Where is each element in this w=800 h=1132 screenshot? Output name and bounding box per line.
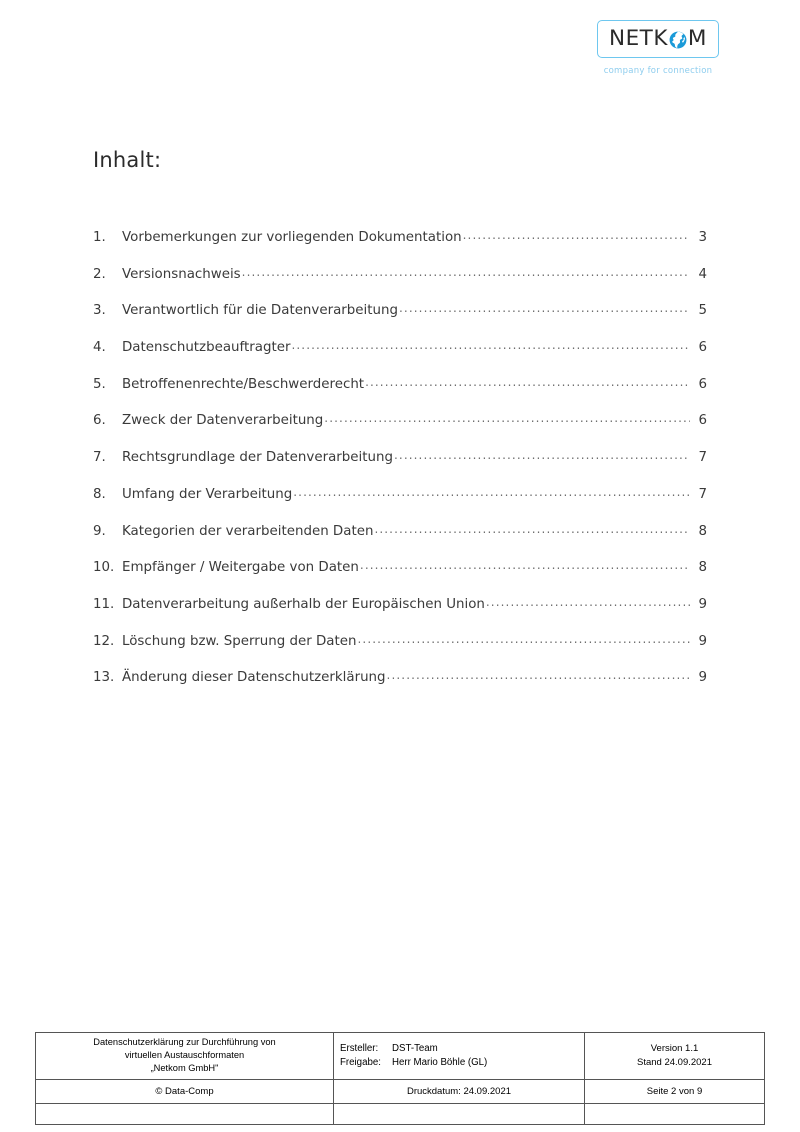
toc-entry-page: 6 (698, 340, 707, 356)
toc-entry-title: Empfänger / Weitergabe von Daten (122, 560, 359, 576)
toc-entry[interactable] (93, 413, 707, 450)
toc-entry[interactable] (93, 303, 707, 340)
footer-ersteller-label: Ersteller: (340, 1042, 379, 1054)
toc-entry-number: 2. (93, 266, 106, 282)
toc-leader-dots (387, 668, 690, 682)
toc-entry-number: 6. (93, 413, 106, 429)
footer-freigabe-row (340, 1056, 578, 1070)
toc-leader-dots (360, 558, 690, 572)
footer-page-number: Seite 2 von 9 (585, 1079, 765, 1103)
toc-entry-title: Zweck der Datenverarbeitung (122, 413, 324, 429)
globe-icon (669, 31, 687, 49)
toc-entry[interactable] (93, 524, 707, 561)
footer-spacer-cell-3 (585, 1103, 765, 1124)
toc-leader-dots (394, 448, 690, 462)
toc-entry-page: 3 (698, 230, 707, 245)
footer-title-line1: Datenschutzerklärung zur Durchführung von (93, 1037, 276, 1047)
toc-leader-dots (365, 375, 690, 389)
toc-entry-title: Änderung dieser Datenschutzerklärung (122, 670, 386, 686)
logo-tagline: company for connection (603, 66, 713, 76)
footer-table (35, 1032, 765, 1125)
toc-entry-number: 10. (93, 560, 115, 576)
footer-version-number: Version 1.1 (650, 1043, 699, 1055)
toc-entry[interactable] (93, 487, 707, 524)
toc-leader-dots (374, 522, 690, 536)
toc-entry[interactable] (93, 597, 707, 634)
toc-entry[interactable] (93, 560, 707, 597)
footer-ersteller-row (340, 1042, 578, 1056)
toc-entry-number: 4. (93, 340, 106, 356)
toc-entry-number: 7. (93, 450, 106, 466)
toc-entry-page: 7 (698, 486, 707, 502)
toc-entry-title: Datenverarbeitung außerhalb der Europäischen Union (122, 596, 485, 612)
footer-document-title (36, 1033, 334, 1080)
footer-freigabe-value: Herr Mario Böhle (GL) (392, 1056, 488, 1068)
toc-entry-page: 6 (698, 376, 707, 392)
toc-leader-dots (357, 632, 690, 646)
footer-freigabe-label: Freigabe: (340, 1056, 381, 1068)
toc-entry[interactable] (93, 670, 707, 707)
toc-entry-page: 9 (698, 633, 707, 649)
toc-entry-page: 8 (698, 560, 707, 576)
logo-text-after: M (687, 26, 707, 52)
toc-entry-number: 11. (93, 596, 115, 612)
toc-leader-dots (293, 485, 690, 499)
toc-entry-number: 13. (93, 670, 115, 686)
footer-title-line3: „Netkom GmbH" (150, 1063, 219, 1074)
footer-row-1 (36, 1033, 765, 1080)
toc-entry[interactable] (93, 634, 707, 671)
toc-entry-title: Datenschutzbeauftragter (122, 340, 291, 356)
toc-entry-page: 9 (698, 670, 707, 686)
page-title: Inhalt: (93, 148, 162, 172)
footer-spacer-cell-1 (36, 1103, 334, 1124)
toc-entry[interactable] (93, 377, 707, 414)
toc-entry-page: 5 (698, 303, 707, 319)
toc-entry-page: 9 (698, 596, 707, 612)
toc-entry[interactable] (93, 450, 707, 487)
logo-box (597, 20, 719, 58)
footer-ersteller-value: DST-Team (392, 1042, 438, 1054)
toc-entry-title: Verantwortlich für die Datenverarbeitung (122, 303, 398, 319)
toc-entry-title: Vorbemerkungen zur vorliegenden Dokumentation (122, 230, 462, 245)
toc-entry-page: 7 (698, 450, 707, 466)
toc-entry-number: 12. (93, 633, 115, 649)
footer-version (585, 1033, 765, 1080)
toc-entry-number: 9. (93, 523, 106, 539)
toc-entry[interactable] (93, 230, 707, 267)
footer-spacer-cell-2 (334, 1103, 585, 1124)
toc-entry-title: Versionsnachweis (122, 266, 241, 282)
netkom-logo (597, 20, 719, 76)
toc-leader-dots (463, 228, 690, 242)
toc-entry[interactable] (93, 340, 707, 377)
toc-entry-title: Kategorien der verarbeitenden Daten (122, 523, 374, 539)
toc-leader-dots (291, 338, 690, 352)
logo-wordmark (609, 28, 707, 50)
logo-text-before: NETK (609, 26, 668, 52)
toc-leader-dots (324, 411, 690, 425)
toc-entry-number: 5. (93, 376, 106, 392)
toc-leader-dots (399, 301, 690, 315)
table-of-contents (93, 230, 707, 707)
footer-row-2 (36, 1079, 765, 1103)
footer-authors (334, 1033, 585, 1080)
toc-entry-number: 1. (93, 230, 106, 245)
toc-entry[interactable] (93, 267, 707, 304)
toc-leader-dots (486, 595, 690, 609)
toc-entry-number: 8. (93, 486, 106, 502)
toc-entry-title: Betroffenenrechte/Beschwerderecht (122, 376, 365, 392)
footer-copyright: © Data-Comp (36, 1079, 334, 1103)
toc-entry-title: Rechtsgrundlage der Datenverarbeitung (122, 450, 393, 466)
toc-entry-title: Umfang der Verarbeitung (122, 486, 293, 502)
toc-entry-page: 8 (698, 523, 707, 539)
footer-title-line2: virtuellen Austauschformaten (124, 1050, 245, 1061)
footer-print-date: Druckdatum: 24.09.2021 (334, 1079, 585, 1103)
footer-row-spacer (36, 1103, 765, 1124)
toc-entry-number: 3. (93, 303, 106, 319)
toc-entry-page: 4 (698, 266, 707, 282)
toc-entry-page: 6 (698, 413, 707, 429)
toc-entry-title: Löschung bzw. Sperrung der Daten (122, 633, 357, 649)
toc-leader-dots (242, 265, 690, 279)
footer-version-date: Stand 24.09.2021 (636, 1056, 712, 1068)
